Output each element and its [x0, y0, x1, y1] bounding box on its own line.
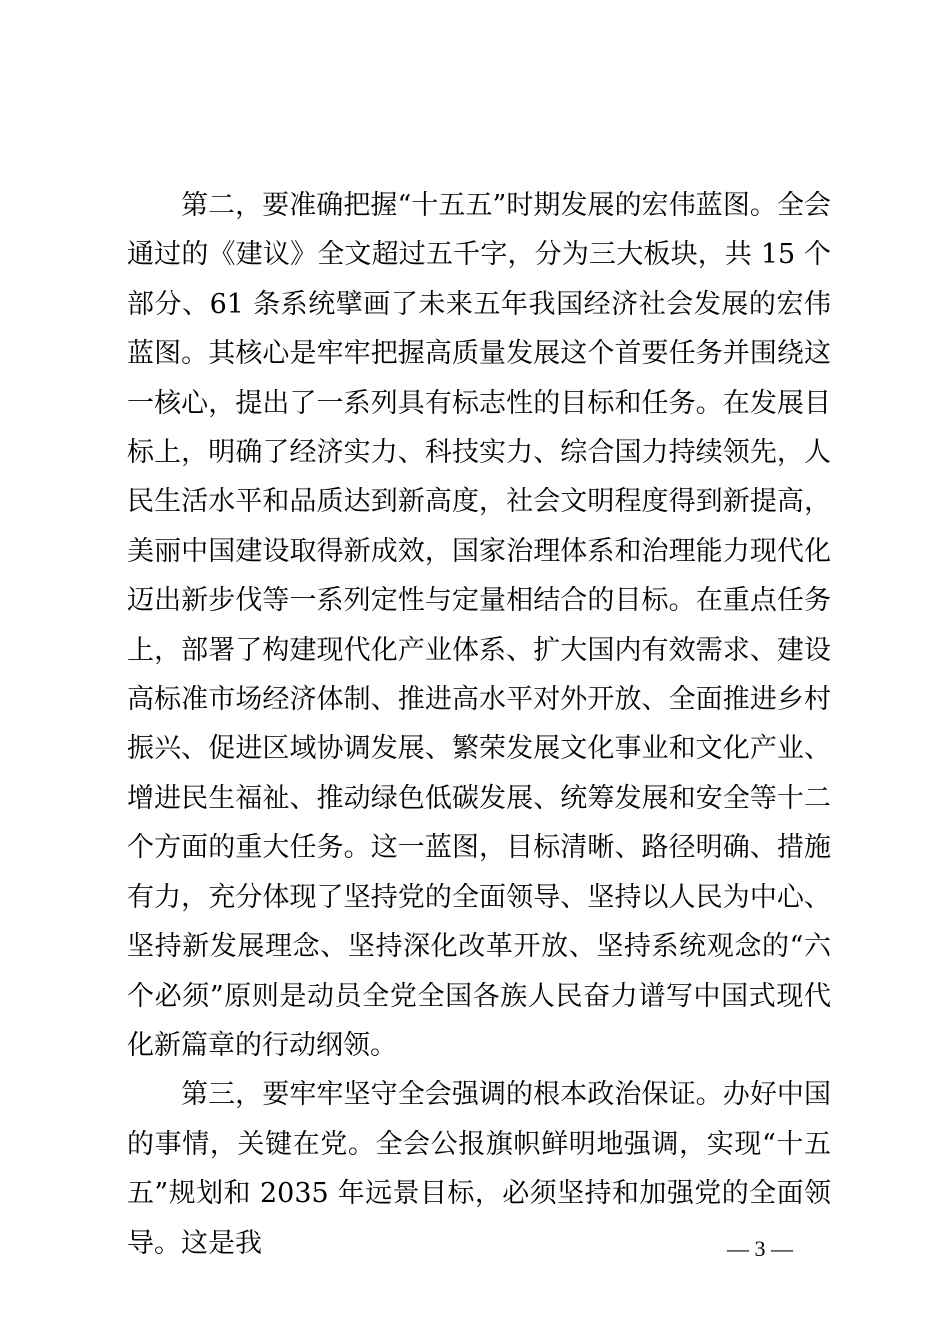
paragraph-second-point: 第二，要准确把握“十五五”时期发展的宏伟蓝图。全会通过的《建议》全文超过五千字，分为三大板块，共 15 个部分、61 条系统擘画了未来五年我国经济社会发展的宏伟蓝图。其核心是牢牢把握高质量发展这个首要任务并围绕这一核心，提出了一系列具有标志性的目标和任务。在发展目标上，明确了经济实力、科技实力、综合国力持续领先，人民生活水平和品质达到新高度，社会文明程度得到新提高，美丽中国建设取得新成效，国家治理体系和治理能力现代化迈出新步伐等一系列定性与定量相结合的目标。在重点任务上，部署了构建现代化产业体系、扩大国内有效需求、建设高标准市场经济体制、推进高水平对外开放、全面推进乡村振兴、促进区域协调发展、繁荣发展文化事业和文化产业、增进民生福祉、推动绿色低碳发展、统筹发展和安全等十二个方面的重大任务。这一蓝图，目标清晰、路径明确、措施有力，充分体现了坚持党的全面领导、坚持以人民为中心、坚持新发展理念、坚持深化改革开放、坚持系统观念的“六个必须”原则是动员全党全国各族人民奋力谱写中国式现代化新篇章的行动纲领。 [127, 190, 831, 1061]
paragraph-third-point: 第三，要牢牢坚守全会强调的根本政治保证。办好中国的事情，关键在党。全会公报旗帜鲜明地强调，实现“十五五”规划和 2035 年远景目标，必须坚持和加强党的全面领导。这是我 [127, 1079, 831, 1259]
body-text [127, 181, 831, 1268]
page-number: — 3 — [727, 1236, 793, 1261]
